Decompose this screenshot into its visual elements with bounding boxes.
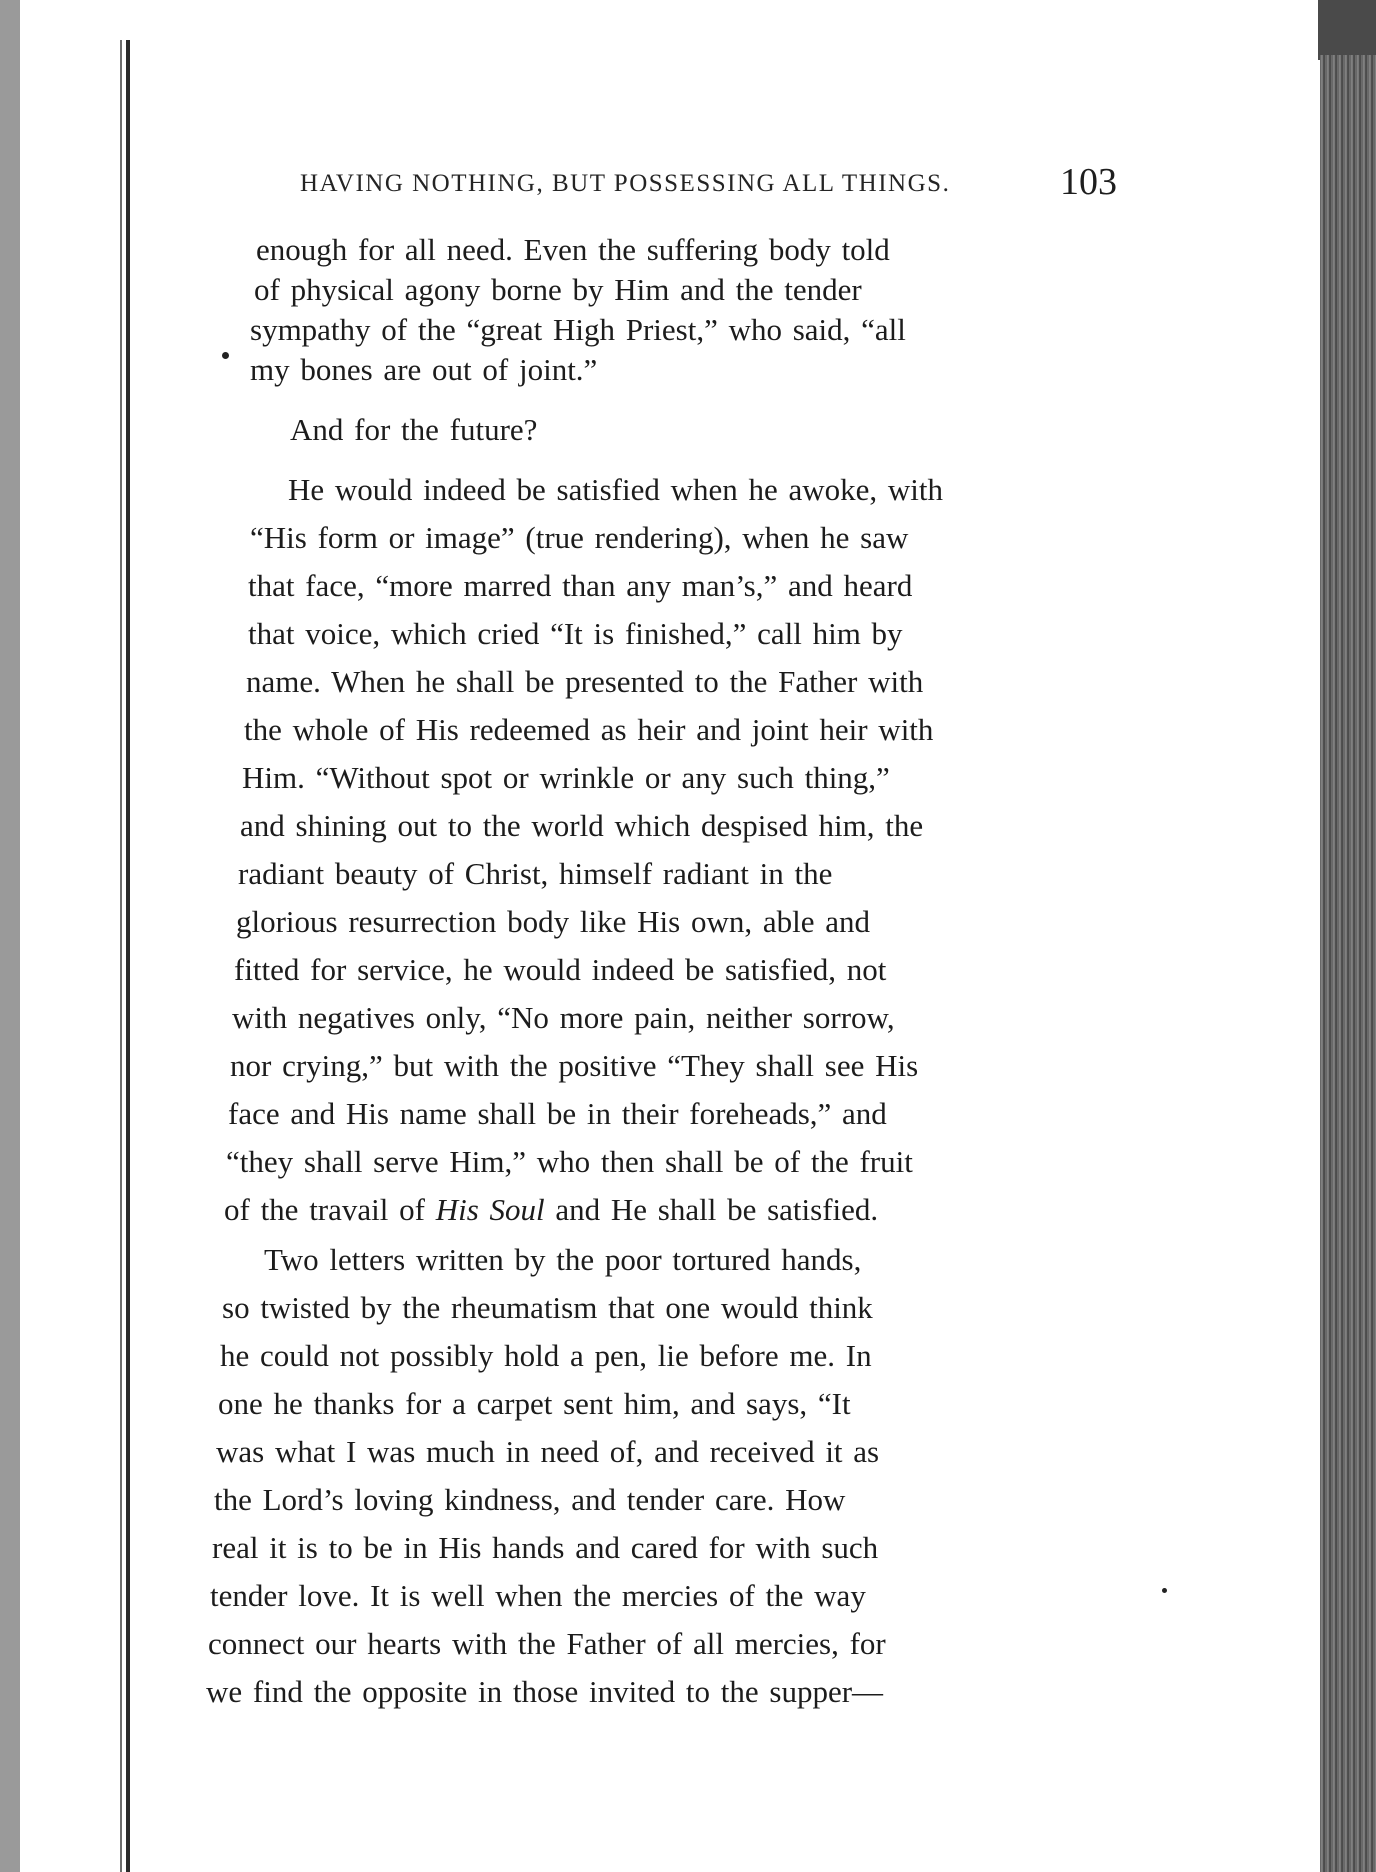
book-gutter — [0, 0, 20, 1872]
text-segment: of the travail of — [224, 1192, 425, 1227]
text-line: so twisted by the rheumatism that one would think — [222, 1290, 873, 1325]
text-line: we find the opposite in those invited to the supper— — [206, 1674, 884, 1709]
text-segment: and He shall be satisfied. — [555, 1192, 879, 1227]
text-line: name. When he shall be presented to the Father with — [246, 664, 924, 699]
text-line: Two letters written by the poor tortured hands, — [264, 1242, 862, 1277]
margin-mark — [222, 352, 229, 359]
page-number: 103 — [1060, 161, 1117, 203]
text-line — [224, 1190, 878, 1230]
running-head-title: HAVING NOTHING, BUT POSSESSING ALL THINGS. — [300, 170, 951, 197]
binding-line — [126, 40, 130, 1872]
text-line: sympathy of the “great High Priest,” who said, “all — [250, 312, 906, 347]
text-line: He would indeed be satisfied when he awoke, with — [288, 472, 944, 507]
text-line: glorious resurrection body like His own, able and — [236, 904, 870, 939]
text-line: the Lord’s loving kindness, and tender care. How — [214, 1482, 846, 1517]
page-stack-edge — [1320, 55, 1376, 1872]
running-head — [300, 160, 1320, 210]
margin-mark — [1162, 1588, 1167, 1593]
text-line: radiant beauty of Christ, himself radiant in the — [238, 856, 833, 891]
text-line: he could not possibly hold a pen, lie before me. In — [220, 1338, 872, 1373]
text-line: fitted for service, he would indeed be satisfied, not — [234, 952, 887, 987]
text-line: of physical agony borne by Him and the tender — [254, 272, 862, 307]
text-line: with negatives only, “No more pain, neither sorrow, — [232, 1000, 895, 1035]
text-line: the whole of His redeemed as heir and joint heir with — [244, 712, 934, 747]
text-line: “His form or image” (true rendering), when he saw — [250, 520, 909, 555]
text-line: that face, “more marred than any man’s,” and heard — [248, 568, 913, 603]
page-stack-top — [1318, 0, 1376, 60]
text-line: And for the future? — [290, 412, 538, 447]
text-line: one he thanks for a carpet sent him, and says, “It — [218, 1386, 851, 1421]
text-line: face and His name shall be in their foreheads,” and — [228, 1096, 887, 1131]
text-line: and shining out to the world which despised him, the — [240, 808, 924, 843]
text-line: that voice, which cried “It is finished,” call him by — [248, 616, 903, 651]
text-line: enough for all need. Even the suffering body told — [256, 232, 890, 267]
text-line: my bones are out of joint.” — [250, 352, 598, 387]
text-line: real it is to be in His hands and cared for with such — [212, 1530, 879, 1565]
text-line: Him. “Without spot or wrinkle or any such thing,” — [242, 760, 890, 795]
text-line: was what I was much in need of, and received it as — [216, 1434, 880, 1469]
text-line: tender love. It is well when the mercies of the way — [210, 1578, 866, 1613]
binding-shadow — [120, 40, 122, 1872]
text-line: nor crying,” but with the positive “They shall see His — [230, 1048, 919, 1083]
text-line: “they shall serve Him,” who then shall be of the fruit — [226, 1144, 913, 1179]
facing-page-edge — [20, 0, 120, 1872]
text-line: connect our hearts with the Father of all mercies, for — [208, 1626, 886, 1661]
italic-phrase: His Soul — [435, 1192, 545, 1227]
